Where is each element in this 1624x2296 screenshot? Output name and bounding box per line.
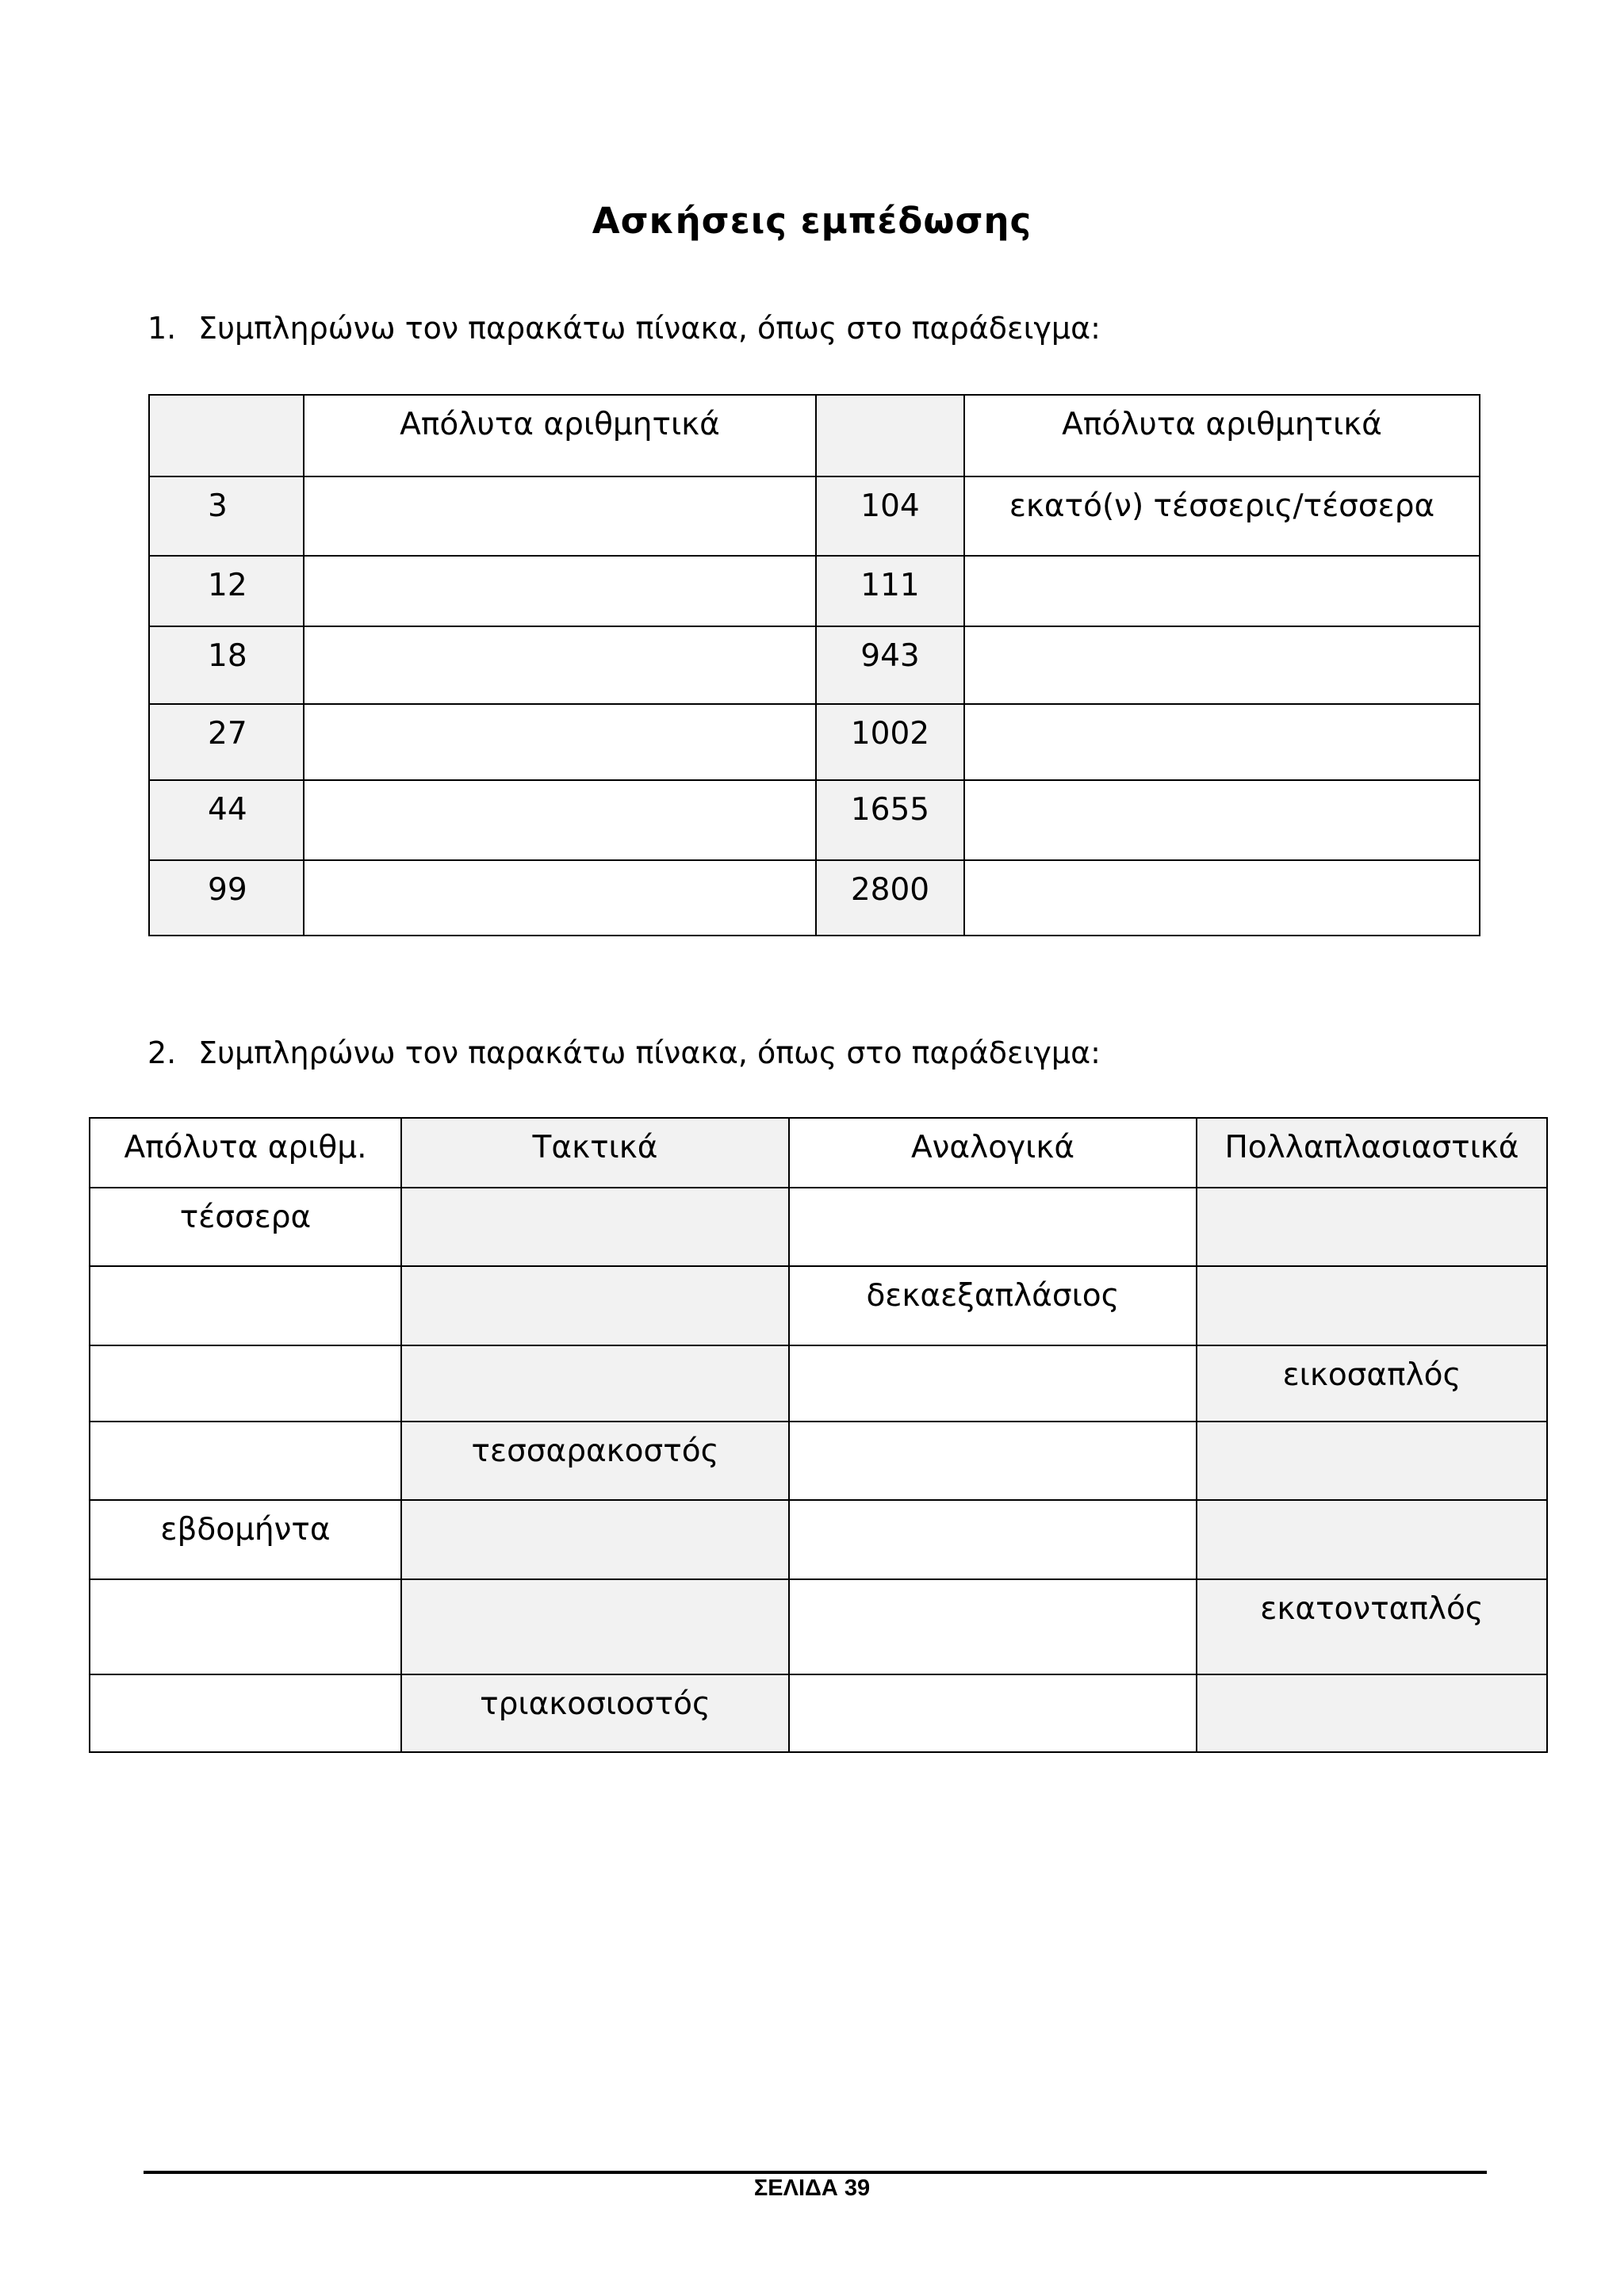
number-cell: 1655 xyxy=(816,780,964,860)
number-cell: 18 xyxy=(149,626,304,704)
answer-cell[interactable] xyxy=(304,860,816,936)
answer-cell[interactable] xyxy=(304,704,816,780)
number-cell: 943 xyxy=(816,626,964,704)
table-row xyxy=(90,1188,1547,1266)
answer-cell[interactable] xyxy=(964,626,1480,704)
header-cell xyxy=(149,395,304,476)
header-cell: Πολλαπλασιαστικά xyxy=(1197,1118,1547,1188)
ordinal-cell: τριακοσιοστός xyxy=(401,1674,789,1752)
table-row xyxy=(90,1579,1547,1674)
ordinal-cell[interactable] xyxy=(401,1345,789,1422)
multiplicative-cell[interactable] xyxy=(1197,1674,1547,1752)
ordinal-cell[interactable] xyxy=(401,1266,789,1345)
ordinal-cell: τεσσαρακοστός xyxy=(401,1422,789,1500)
answer-cell[interactable] xyxy=(304,476,816,556)
number-cell: 111 xyxy=(816,556,964,626)
header-cell: Αναλογικά xyxy=(789,1118,1197,1188)
proportional-cell[interactable] xyxy=(789,1500,1197,1579)
exercise-1-text: Συμπληρώνω τον παρακάτω πίνακα, όπως στο παράδειγμα: xyxy=(198,311,1101,346)
number-forms-table xyxy=(89,1117,1548,1753)
table-row xyxy=(149,556,1480,626)
number-cell: 44 xyxy=(149,780,304,860)
answer-cell: εκατό(ν) τέσσερις/τέσσερα xyxy=(964,476,1480,556)
proportional-cell[interactable] xyxy=(789,1422,1197,1500)
number-cell: 1002 xyxy=(816,704,964,780)
exercise-2-number: 2. xyxy=(147,1035,177,1070)
number-cell: 27 xyxy=(149,704,304,780)
cardinal-cell[interactable] xyxy=(90,1422,401,1500)
cardinal-numbers-table xyxy=(148,394,1480,936)
header-cell: Απόλυτα αριθμ. xyxy=(90,1118,401,1188)
table-row xyxy=(90,1500,1547,1579)
cardinal-cell[interactable] xyxy=(90,1345,401,1422)
multiplicative-cell: εκατονταπλός xyxy=(1197,1579,1547,1674)
multiplicative-cell: εικοσαπλός xyxy=(1197,1345,1547,1422)
footer-divider xyxy=(144,2171,1487,2174)
proportional-cell[interactable] xyxy=(789,1674,1197,1752)
table-header-row xyxy=(149,395,1480,476)
ordinal-cell[interactable] xyxy=(401,1188,789,1266)
table-row xyxy=(90,1266,1547,1345)
number-cell: 12 xyxy=(149,556,304,626)
page-title: Ασκήσεις εμπέδωσης xyxy=(592,200,1032,242)
proportional-cell: δεκαεξαπλάσιος xyxy=(789,1266,1197,1345)
exercise-1-number: 1. xyxy=(147,311,177,346)
number-cell: 104 xyxy=(816,476,964,556)
table-row xyxy=(149,860,1480,936)
table-row xyxy=(90,1422,1547,1500)
table-row xyxy=(149,626,1480,704)
page-number: ΣΕΛΙΔΑ 39 xyxy=(753,2175,871,2201)
cardinal-cell[interactable] xyxy=(90,1674,401,1752)
answer-cell[interactable] xyxy=(964,556,1480,626)
table-row xyxy=(90,1345,1547,1422)
header-cell: Απόλυτα αριθμητικά xyxy=(964,395,1480,476)
table-row xyxy=(149,704,1480,780)
exercise-1-instruction xyxy=(147,311,1101,346)
answer-cell[interactable] xyxy=(304,780,816,860)
number-cell: 99 xyxy=(149,860,304,936)
proportional-cell[interactable] xyxy=(789,1188,1197,1266)
number-cell: 2800 xyxy=(816,860,964,936)
multiplicative-cell[interactable] xyxy=(1197,1188,1547,1266)
multiplicative-cell[interactable] xyxy=(1197,1266,1547,1345)
table-row xyxy=(149,476,1480,556)
multiplicative-cell[interactable] xyxy=(1197,1500,1547,1579)
answer-cell[interactable] xyxy=(964,780,1480,860)
proportional-cell[interactable] xyxy=(789,1345,1197,1422)
cardinal-cell: τέσσερα xyxy=(90,1188,401,1266)
answer-cell[interactable] xyxy=(304,626,816,704)
answer-cell[interactable] xyxy=(304,556,816,626)
cardinal-cell[interactable] xyxy=(90,1266,401,1345)
multiplicative-cell[interactable] xyxy=(1197,1422,1547,1500)
answer-cell[interactable] xyxy=(964,860,1480,936)
cardinal-cell: εβδομήντα xyxy=(90,1500,401,1579)
cardinal-cell[interactable] xyxy=(90,1579,401,1674)
proportional-cell[interactable] xyxy=(789,1579,1197,1674)
exercise-2-instruction xyxy=(147,1035,1101,1070)
ordinal-cell[interactable] xyxy=(401,1579,789,1674)
table-row xyxy=(90,1674,1547,1752)
header-cell xyxy=(816,395,964,476)
ordinal-cell[interactable] xyxy=(401,1500,789,1579)
header-cell: Απόλυτα αριθμητικά xyxy=(304,395,816,476)
table-header-row xyxy=(90,1118,1547,1188)
table-row xyxy=(149,780,1480,860)
header-cell: Τακτικά xyxy=(401,1118,789,1188)
answer-cell[interactable] xyxy=(964,704,1480,780)
exercise-2-text: Συμπληρώνω τον παρακάτω πίνακα, όπως στο παράδειγμα: xyxy=(198,1035,1101,1070)
number-cell: 3 xyxy=(149,476,304,556)
